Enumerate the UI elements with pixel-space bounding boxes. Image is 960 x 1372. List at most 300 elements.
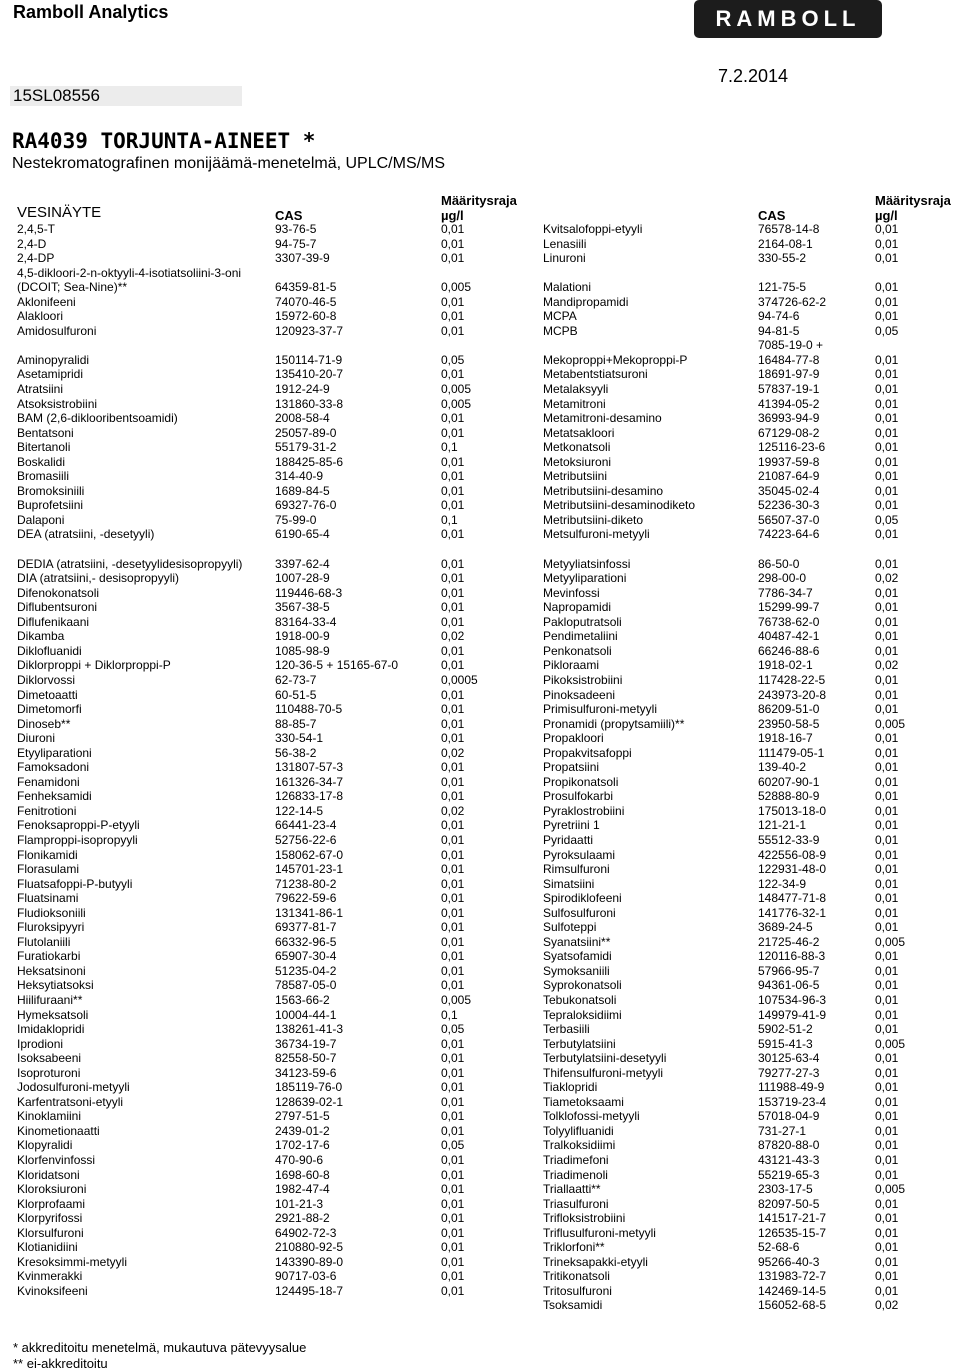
cas-number: 3567-38-5: [275, 600, 330, 615]
cas-number: 470-90-6: [275, 1153, 324, 1167]
table-row: [480, 324, 960, 339]
substance-name: Kloridatsoni: [17, 1167, 80, 1182]
table-row: [0, 1255, 480, 1270]
limit-value: 0,01: [875, 236, 899, 251]
limit-value: 0,01: [875, 1138, 899, 1153]
limit-value: 0,01: [441, 818, 465, 833]
table-row: [0, 586, 480, 601]
brand-name: Ramboll Analytics: [13, 2, 169, 22]
substance-name: Metributsiini-desaminodiketo: [543, 498, 696, 513]
cas-number: 1689-84-5: [275, 483, 330, 498]
limit-value: 0,005: [441, 280, 472, 295]
cas-number: 3397-62-4: [275, 556, 330, 571]
table-row: [480, 775, 960, 790]
table-row: [480, 877, 960, 892]
substance-name: Amidosulfuroni: [17, 323, 97, 338]
substance-name: Pronamidi (propytsamiili)**: [543, 716, 685, 731]
substance-name: Diflufenikaani: [17, 614, 90, 629]
cas-number: 86-50-0: [758, 556, 800, 571]
cas-number: 52888-80-9: [758, 789, 820, 804]
cas-number: 145701-23-1: [275, 862, 344, 877]
limit-value: 0,01: [441, 774, 465, 789]
table-row: [0, 527, 480, 542]
cas-number: 76578-14-8: [758, 222, 820, 236]
limit-value: 0,01: [875, 1080, 899, 1095]
substance-name: Diflubentsuroni: [17, 600, 98, 615]
footnote-accredited: * akkreditoitu menetelmä, mukautuva pätevyysalue: [13, 1340, 307, 1355]
table-row: [0, 1211, 480, 1226]
limit-value: 0,01: [875, 425, 899, 440]
limit-value: 0,01: [441, 614, 465, 629]
cas-number: 1918-16-7: [758, 731, 813, 746]
cas-number: 60207-90-1: [758, 774, 820, 789]
substance-name: Syprokonatsoli: [543, 978, 622, 993]
cas-number: 43121-43-3: [758, 1153, 820, 1167]
limit-value: 0,02: [875, 571, 899, 586]
limit-value: 0,01: [875, 1240, 899, 1255]
substance-name: Propikonatsoli: [543, 774, 619, 789]
cas-number: 110488-70-5: [275, 702, 343, 717]
table-row: [0, 571, 480, 586]
cas-number: 422556-08-9: [758, 847, 827, 862]
substance-name: Jodosulfuroni-metyyli: [17, 1080, 130, 1095]
table-row: [0, 251, 480, 266]
table-row: [0, 338, 480, 367]
cas-number: 1563-66-2: [275, 992, 330, 1007]
substance-name: Metyyliatsinfossi: [543, 556, 631, 571]
substance-name: MCPB: [543, 323, 578, 338]
cas-number: 51235-04-2: [275, 963, 337, 978]
table-row: [0, 1168, 480, 1183]
cas-number: 149979-41-9: [758, 1007, 827, 1022]
table-row: [480, 629, 960, 644]
table-row: [0, 1197, 480, 1212]
limit-value: 0,01: [875, 1123, 899, 1138]
table-row: [0, 513, 480, 528]
limit-value: 0,01: [875, 294, 899, 309]
substance-name: Klopyralidi: [17, 1138, 73, 1153]
substance-name: Dalaponi: [17, 512, 65, 527]
substance-name: DEA (atratsiini, -desetyyli): [17, 527, 155, 542]
table-row: [0, 920, 480, 935]
substance-name: Famoksadoni: [17, 760, 90, 775]
substance-name: DIA (atratsiini,- desisopropyyli): [17, 571, 180, 586]
substance-name: Kvinoksifeeni: [17, 1283, 88, 1298]
substance-name: Metributsiini-diketo: [543, 512, 644, 527]
cas-number: 122931-48-0: [758, 862, 827, 877]
left-table: [0, 222, 480, 1298]
limit-value: 0,01: [875, 978, 899, 993]
cas-number: 57018-04-9: [758, 1109, 820, 1124]
substance-name: Metkonatsoli: [543, 440, 611, 455]
cas-number: 1918-00-9: [275, 629, 330, 644]
table-row: [480, 1051, 960, 1066]
substance-name: Buprofetsiini: [17, 498, 84, 513]
cas-number: 34123-59-6: [275, 1065, 337, 1080]
limit-value: 0,01: [875, 920, 899, 935]
table-row: [480, 1269, 960, 1284]
cas-number: 40487-42-1: [758, 629, 820, 644]
table-row: [480, 1284, 960, 1299]
substance-name: Kloroksiuroni: [17, 1182, 87, 1197]
limit-value: 0,005: [441, 992, 472, 1007]
table-row: [0, 1269, 480, 1284]
substance-name: Terbutylatsiini-desetyyli: [543, 1051, 667, 1066]
limit-value: 0,01: [441, 949, 465, 964]
table-row: [0, 1095, 480, 1110]
cas-number: 5915-41-3: [758, 1036, 813, 1051]
table-row: [480, 1008, 960, 1023]
limit-value: 0,005: [875, 1182, 906, 1197]
substance-name: Metabentstiatsuroni: [543, 367, 648, 382]
limit-value: 0,01: [441, 425, 465, 440]
cas-number: 57837-19-1: [758, 382, 820, 397]
limit-value: 0,01: [875, 585, 899, 600]
cas-number: 83164-33-4: [275, 614, 337, 629]
substance-name: Pikloraami: [543, 658, 600, 673]
limit-value: 0,01: [441, 716, 465, 731]
limit-value: 0,01: [875, 1065, 899, 1080]
limit-value: 0,01: [875, 862, 899, 877]
table-row: [0, 862, 480, 877]
table-row: [480, 266, 960, 295]
limit-value: 0,01: [875, 469, 899, 484]
cas-number: 101-21-3: [275, 1196, 324, 1211]
limit-value: 0,01: [875, 1254, 899, 1269]
table-row: [0, 760, 480, 775]
table-row: [0, 1124, 480, 1139]
table-row: [480, 1066, 960, 1081]
limit-value: 0,02: [441, 803, 465, 818]
cas-number: 93-76-5: [275, 222, 317, 236]
limit-value: 0,005: [875, 1036, 906, 1051]
cas-number: 131341-86-1: [275, 905, 344, 920]
cas-number: 94-81-5: [758, 323, 800, 338]
cas-number: 55219-65-3: [758, 1167, 820, 1182]
limit-value: 0,01: [875, 949, 899, 964]
right-limit-header: Määritysraja: [875, 193, 951, 208]
substance-name: Heksatsinoni: [17, 963, 86, 978]
table-row: [480, 818, 960, 833]
cas-number: 243973-20-8: [758, 687, 827, 702]
table-row: [0, 1022, 480, 1037]
table-row: [480, 600, 960, 615]
substance-name: Malationi: [543, 280, 592, 295]
cas-number: 122-14-5: [275, 803, 324, 818]
cas-number: 10004-44-1: [275, 1007, 337, 1022]
limit-value: 0,01: [441, 323, 465, 338]
cas-number: 2797-51-5: [275, 1109, 330, 1124]
substance-name: Penkonatsoli: [543, 643, 612, 658]
table-row: [0, 673, 480, 688]
cas-number: 78587-05-0: [275, 978, 337, 993]
substance-name: Dimetoaatti: [17, 687, 78, 702]
substance-name: Fludioksoniili: [17, 905, 86, 920]
cas-number: 138261-41-3: [275, 1022, 344, 1037]
substance-name: Asetamipridi: [17, 367, 84, 382]
limit-value: 0,02: [441, 629, 465, 644]
substance-name: Fluroksipyyri: [17, 920, 85, 935]
substance-name: Atsoksistrobiini: [17, 396, 98, 411]
limit-value: 0,01: [441, 920, 465, 935]
cas-number: 128639-02-1: [275, 1094, 344, 1109]
substance-name: Triadimenoli: [543, 1167, 608, 1182]
limit-value: 0,01: [441, 760, 465, 775]
limit-value: 0,01: [875, 222, 899, 236]
report-date: 7.2.2014: [718, 66, 789, 86]
limit-value: 0,01: [875, 600, 899, 615]
substance-name: Isoksabeeni: [17, 1051, 82, 1066]
cas-number: 15972-60-8: [275, 309, 337, 324]
limit-value: 0,01: [441, 498, 465, 513]
cas-number: 15299-99-7: [758, 600, 820, 615]
substance-name: Klotianidiini: [17, 1240, 78, 1255]
cas-number: 126833-17-8: [275, 789, 344, 804]
limit-value: 0,01: [441, 862, 465, 877]
substance-name: Kinometionaatti: [17, 1123, 100, 1138]
substance-name: Atratsiini: [17, 382, 64, 397]
limit-value: 0,01: [875, 774, 899, 789]
limit-value: 0,01: [441, 1051, 465, 1066]
cas-number: 122-34-9: [758, 876, 807, 891]
table-row: [0, 848, 480, 863]
table-row: [0, 1080, 480, 1095]
cas-number: 141517-21-7: [758, 1211, 827, 1226]
substance-name: 4,5-dikloori-2-n-oktyyli-4-isotiatsoliini-3-oni (DCOIT; Sea-Nine)**: [17, 265, 242, 295]
cas-number: 107534-96-3: [758, 992, 827, 1007]
table-row: [0, 484, 480, 499]
cas-number: 330-54-1: [275, 731, 324, 746]
substance-name: Karfentratsoni-etyyli: [17, 1094, 124, 1109]
cas-number: 36734-19-7: [275, 1036, 337, 1051]
limit-value: 0,01: [875, 1283, 899, 1298]
cas-number: 76738-62-0: [758, 614, 820, 629]
limit-value: 0,01: [441, 367, 465, 382]
table-row: [480, 1080, 960, 1095]
substance-name: Furatiokarbi: [17, 949, 81, 964]
limit-value: 0,01: [441, 411, 465, 426]
table-row: [0, 702, 480, 717]
report-code: 15SL08556: [10, 86, 242, 106]
cas-number: 131807-57-3: [275, 760, 344, 775]
cas-number: 185119-76-0: [275, 1080, 343, 1095]
table-row: [0, 237, 480, 252]
table-row: [0, 426, 480, 441]
cas-number: 82558-50-7: [275, 1051, 337, 1066]
page-subtitle: Nestekromatografinen monijäämä-menetelmä, UPLC/MS/MS: [12, 155, 446, 172]
table-row: [0, 775, 480, 790]
cas-number: 55512-33-9: [758, 832, 820, 847]
limit-value: 0,01: [441, 1036, 465, 1051]
table-row: [480, 586, 960, 601]
cas-number: 120-36-5 + 15165-67-0: [275, 658, 399, 673]
substance-name: Metyyliparationi: [543, 571, 627, 586]
substance-name: Tebukonatsoli: [543, 992, 617, 1007]
substance-name: Pyraklostrobiini: [543, 803, 625, 818]
cas-number: 7085-19-0 + 16484-77-8: [758, 338, 824, 367]
table-row: [0, 1284, 480, 1299]
cas-number: 41394-05-2: [758, 396, 820, 411]
substance-name: Tiametoksaami: [543, 1094, 624, 1109]
limit-value: 0,01: [441, 1080, 465, 1095]
limit-value: 0,01: [875, 731, 899, 746]
cas-number: 18691-97-9: [758, 367, 820, 382]
limit-value: 0,01: [875, 1022, 899, 1037]
cas-number: 30125-63-4: [758, 1051, 820, 1066]
cas-number: 1007-28-9: [275, 571, 330, 586]
cas-number: 153719-23-4: [758, 1094, 827, 1109]
table-row: [480, 1255, 960, 1270]
limit-value: 0,01: [441, 1123, 465, 1138]
limit-value: 0,01: [441, 963, 465, 978]
table-row: [480, 1022, 960, 1037]
limit-value: 0,01: [875, 1211, 899, 1226]
table-row: [0, 324, 480, 339]
table-row: [0, 833, 480, 848]
limit-value: 0,01: [875, 440, 899, 455]
table-row: [0, 1109, 480, 1124]
cas-number: 2164-08-1: [758, 236, 813, 251]
table-row: [480, 1182, 960, 1197]
limit-value: 0,01: [875, 963, 899, 978]
substance-name: Diuroni: [17, 731, 56, 746]
cas-number: 88-85-7: [275, 716, 317, 731]
substance-name: Klorfenvinfossi: [17, 1153, 96, 1167]
cas-number: 3307-39-9: [275, 251, 330, 266]
substance-name: Kinoklamiini: [17, 1109, 82, 1124]
right-unit-header: µg/l: [875, 208, 898, 223]
limit-value: 0,1: [441, 1007, 458, 1022]
table-row: [0, 658, 480, 673]
cas-number: 731-27-1: [758, 1123, 807, 1138]
cas-number: 52236-30-3: [758, 498, 820, 513]
limit-value: 0,01: [441, 251, 465, 266]
table-row: [0, 382, 480, 397]
table-row: [480, 426, 960, 441]
cas-number: 121-21-1: [758, 818, 807, 833]
limit-value: 0,01: [441, 643, 465, 658]
limit-value: 0,01: [441, 454, 465, 469]
table-row: [0, 746, 480, 761]
cas-number: 119446-68-3: [275, 585, 343, 600]
table-row: [0, 993, 480, 1008]
substance-name: Thifensulfuroni-metyyli: [543, 1065, 664, 1080]
cas-number: 111479-05-1: [758, 745, 825, 760]
page-title: RA4039 TORJUNTA-AINEET *: [12, 129, 316, 153]
table-row: [480, 309, 960, 324]
limit-value: 0,01: [441, 556, 465, 571]
table-row: [0, 949, 480, 964]
substance-name: Sulfosulfuroni: [543, 905, 616, 920]
substance-name: Tolklofossi-metyyli: [543, 1109, 640, 1124]
table-row: [0, 222, 480, 237]
limit-value: 0,01: [441, 222, 465, 236]
table-row: [480, 789, 960, 804]
table-row: [0, 266, 480, 295]
table-row: [0, 789, 480, 804]
table-row: [480, 731, 960, 746]
substance-name: Metamitroni: [543, 396, 606, 411]
cas-number: 74070-46-5: [275, 294, 337, 309]
cas-number: 120116-88-3: [758, 949, 826, 964]
limit-value: 0,02: [875, 1298, 899, 1313]
limit-value: 0,01: [875, 483, 899, 498]
table-row: [0, 964, 480, 979]
cas-number: 175013-18-0: [758, 803, 827, 818]
table-row: [0, 469, 480, 484]
cas-number: 2303-17-5: [758, 1182, 813, 1197]
right-table: [480, 222, 960, 1313]
cas-number: 74223-64-6: [758, 527, 820, 542]
cas-number: 21087-64-9: [758, 469, 820, 484]
cas-number: 66441-23-4: [275, 818, 337, 833]
limit-value: 0,01: [875, 1153, 899, 1167]
cas-number: 298-00-0: [758, 571, 807, 586]
substance-name: Trineksapakki-etyyli: [543, 1254, 648, 1269]
substance-name: Mandipropamidi: [543, 294, 629, 309]
left-cas-header: CAS: [275, 208, 303, 223]
cas-number: 1702-17-6: [275, 1138, 330, 1153]
substance-name: Syatsofamidi: [543, 949, 612, 964]
substance-name: Iprodioni: [17, 1036, 64, 1051]
table-row: [480, 527, 960, 542]
limit-value: 0,01: [875, 702, 899, 717]
substance-name: Fluatsafoppi-P-butyyli: [17, 876, 133, 891]
cas-number: 156052-68-5: [758, 1298, 827, 1313]
substance-name: Mekoproppi+Mekoproppi-P: [543, 352, 688, 367]
table-row: [480, 702, 960, 717]
substance-name: Triklorfoni**: [543, 1240, 605, 1255]
limit-value: 0,01: [875, 367, 899, 382]
substance-name: 2,4,5-T: [17, 222, 56, 236]
table-row: [480, 1211, 960, 1226]
table-row: [480, 440, 960, 455]
limit-value: 0,01: [441, 1196, 465, 1211]
table-row: [0, 1066, 480, 1081]
table-row: [480, 949, 960, 964]
left-unit-header: µg/l: [441, 208, 464, 223]
cas-number: 82097-50-5: [758, 1196, 820, 1211]
substance-name: Bentatsoni: [17, 425, 74, 440]
substance-name: Tepraloksidiimi: [543, 1007, 622, 1022]
limit-value: 0,01: [875, 1167, 899, 1182]
table-row: [480, 964, 960, 979]
cas-number: 71238-80-2: [275, 876, 337, 891]
limit-value: 0,01: [441, 891, 465, 906]
substance-name: Flonikamidi: [17, 847, 78, 862]
table-row: [480, 484, 960, 499]
table-row: [480, 1197, 960, 1212]
limit-value: 0,01: [875, 498, 899, 513]
cas-number: 21725-46-2: [758, 934, 820, 949]
substance-name: Pikoksistrobiini: [543, 672, 623, 687]
cas-number: 36993-94-9: [758, 411, 820, 426]
table-row: [480, 833, 960, 848]
substance-name: Kvitsalofoppi-etyyli: [543, 222, 643, 236]
table-row: [0, 295, 480, 310]
limit-value: 0,01: [875, 614, 899, 629]
limit-value: 0,01: [875, 280, 899, 295]
table-row: [480, 1109, 960, 1124]
limit-value: 0,01: [875, 789, 899, 804]
ramboll-logo: RAMBOLL: [694, 0, 882, 38]
cas-number: 56507-37-0: [758, 512, 820, 527]
limit-value: 0,05: [441, 1022, 465, 1037]
table-row: [0, 397, 480, 412]
cas-number: 7786-34-7: [758, 585, 813, 600]
table-row: [480, 367, 960, 382]
table-row: [480, 513, 960, 528]
